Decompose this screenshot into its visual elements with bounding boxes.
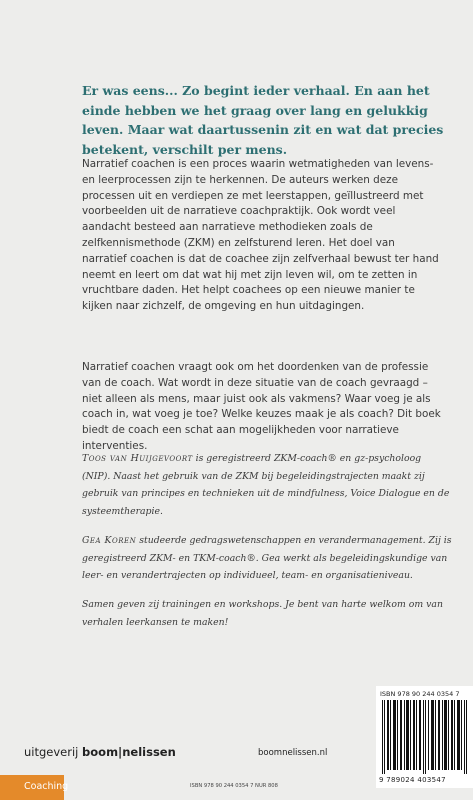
body-paragraph: Narratief coachen vraagt ook om het doordenken van de professie van de coach. Wat wordt in deze situatie van de coach gevraagd – niet alleen als mens, maar juist ook als vakmens? Waar voeg je als coach in, wat voeg je toe? Welke keuzes maak je als coach? Dit boek biedt de coach een schat aan mogelijkheden voor narratieve interventies.: [82, 361, 441, 452]
author-bio: [82, 450, 452, 520]
author-bio: [82, 532, 452, 585]
category-label: Coaching: [24, 781, 69, 792]
publisher-website: boomnelissen.nl: [258, 748, 328, 758]
closing-text: Samen geven zij trainingen en workshops. Je bent van harte welkom om van verhalen leerkansen te maken!: [82, 599, 443, 628]
author-bio-text: is geregistreerd ZKM-coach® en gz-psycholoog (NIP). Naast het gebruik van de ZKM bij begeleidingstrajecten maakt zij gebruik van principes en technieken uit de mindfulness, Voice Dialogue en de systeemtherapie.: [82, 453, 450, 517]
author-name: Gea Koren: [82, 535, 137, 546]
barcode-icon: [382, 700, 468, 774]
publisher-name: [24, 745, 176, 759]
author-name: Toos van Huijgevoort: [82, 453, 193, 464]
barcode-box: [376, 686, 473, 788]
isbn-label: ISBN 978 90 244 0354 7: [380, 690, 460, 698]
publisher-logo: boom|nelissen: [82, 745, 176, 759]
footer-isbn: ISBN 978 90 244 0354 7 NUR 808: [190, 783, 278, 789]
publisher-bar: [0, 737, 376, 765]
category-band: [0, 775, 69, 800]
author-bio-text: studeerde gedragswetenschappen en verandermanagement. Zij is geregistreerd ZKM- en TKM-coach®. Gea werkt als begeleidingskundige van leer- en verandertrajecten op individueel, team- en organisatieniveau.: [82, 535, 452, 581]
publisher-prefix: uitgeverij: [24, 745, 83, 759]
barcode-digits: 9 789024 403547: [379, 776, 446, 784]
intro-text: Er was eens... Zo begint ieder verhaal. En aan het einde hebben we het graag over lang en gelukkig leven. Maar wat daartussenin zit en wat dat precies betekent, verschilt per mens.: [82, 83, 444, 157]
body-paragraph: Narratief coachen is een proces waarin wetmatigheden van levens- en leerprocessen zijn te herkennen. De auteurs werken deze processen uit en verdiepen ze met leerstappen, geïllustreerd met voorbeelden uit de narratieve coachpraktijk. Ook wordt veel aandacht besteed aan narratieve methodieken zoals de zelfkennismethode (ZKM) en zelfsturend leren. Het doel van narratief coachen is dat de coachee zijn zelfverhaal bewust ter hand neemt en leert om dat wat hij met zijn leven wil, om te zetten in vruchtbare daden. Het helpt coachees op een nieuwe manier te kijken naar zichzelf, de omgeving en hun uitdagingen.: [82, 158, 439, 313]
